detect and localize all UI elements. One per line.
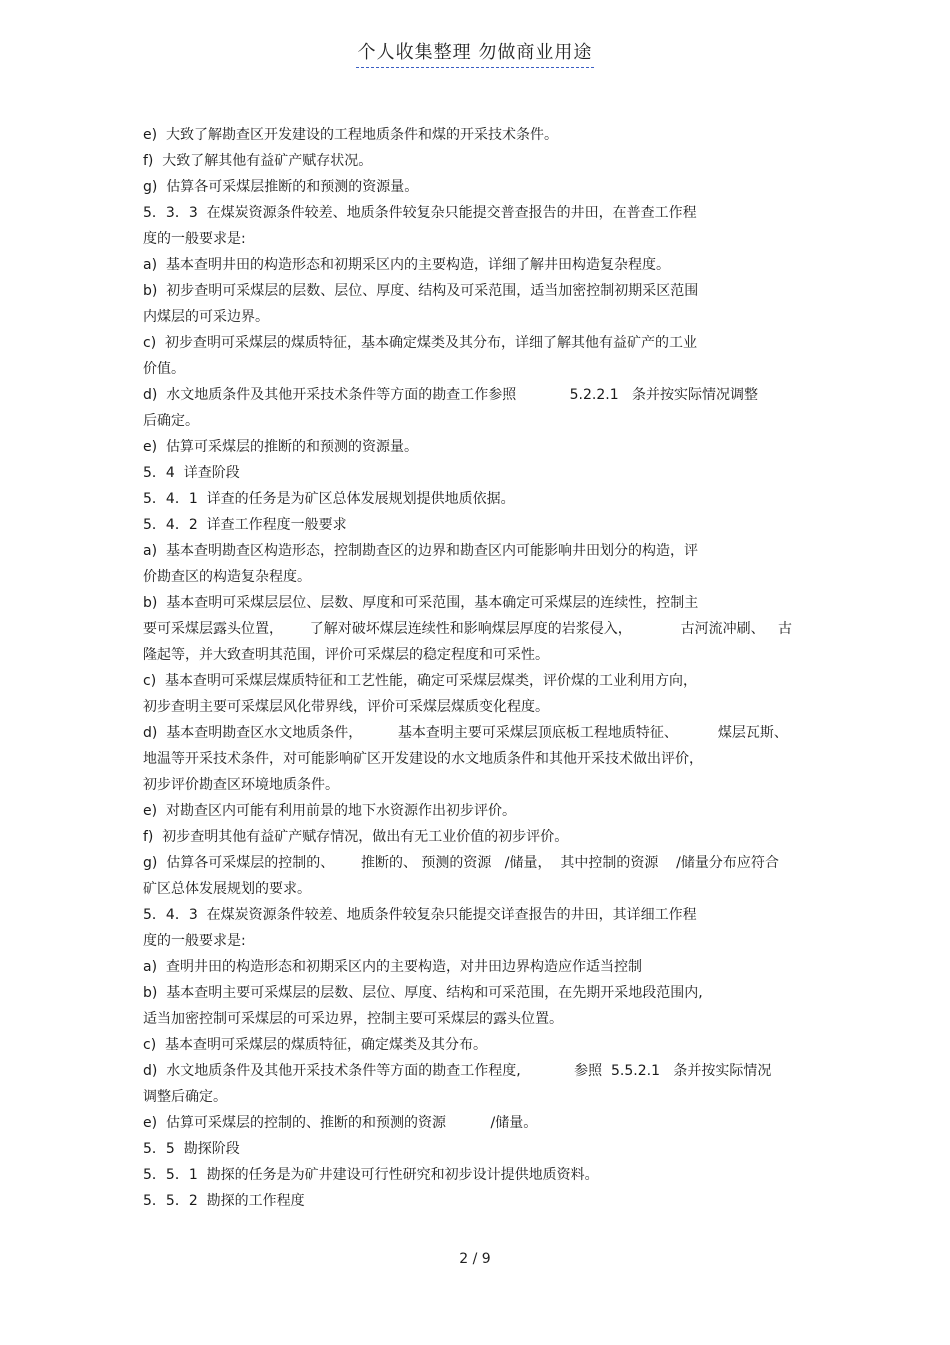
text-line: e) 对勘查区内可能有利用前景的地下水资源作出初步评价。 [143,803,516,819]
text-line: 要可采煤层露头位置， 了解对破坏煤层连续性和影响煤层厚度的岩浆侵入， 古河流冲刷、 古 [143,621,793,637]
document-body [143,122,823,1214]
text-line: 5．4 详查阶段 [143,465,240,481]
text-line: a) 基本查明勘查区构造形态，控制勘查区的边界和勘查区内可能影响井田划分的构造，评 [143,543,698,559]
text-line: c) 基本查明可采煤层煤质特征和工艺性能，确定可采煤层煤类，评价煤的工业利用方向， [143,673,698,689]
text-line: 度的一般要求是: [143,231,246,247]
text-line: 价值。 [143,361,185,377]
text-line: a) 查明井田的构造形态和初期采区内的主要构造，对井田边界构造应作适当控制 [143,959,642,975]
text-line: 5．3．3 在煤炭资源条件较差、地质条件较复杂只能提交普查报告的井田，在普查工作程 [143,205,697,221]
text-line: b) 基本查明主要可采煤层的层数、层位、厚度、结构和可采范围，在先期开采地段范围内, [143,985,703,1001]
text-line: 隆起等，并大致查明其范围，评价可采煤层的稳定程度和可采性。 [143,647,549,663]
text-line: g) 估算各可采煤层的控制的、 推断的、 预测的资源 /储量， 其中控制的资源 /储量分布应符合 [143,855,779,871]
text-line: 5．5．1 勘探的任务是为矿井建设可行性研究和初步设计提供地质资料。 [143,1167,599,1183]
text-line: c) 基本查明可采煤层的煤质特征，确定煤类及其分布。 [143,1037,488,1053]
text-line: d) 水文地质条件及其他开采技术条件等方面的勘查工作参照 5.2.2.1 条并按实际情况调整 [143,387,758,403]
text-line: f) 大致了解其他有益矿产赋存状况。 [143,153,373,169]
text-line: e) 估算可采煤层的推断的和预测的资源量。 [143,439,418,455]
text-line: a) 基本查明井田的构造形态和初期采区内的主要构造，详细了解井田构造复杂程度。 [143,257,670,273]
text-line: 5．5 勘探阶段 [143,1141,240,1157]
text-line: 调整后确定。 [143,1089,227,1105]
text-line: 度的一般要求是: [143,933,246,949]
text-line: 价勘查区的构造复杂程度。 [143,569,311,585]
text-line: 后确定。 [143,413,199,429]
text-line: d) 基本查明勘查区水文地质条件， 基本查明主要可采煤层顶底板工程地质特征、 煤层瓦斯、 [143,725,788,741]
text-line: e) 估算可采煤层的控制的、推断的和预测的资源 /储量。 [143,1115,538,1131]
text-line: 适当加密控制可采煤层的可采边界，控制主要可采煤层的露头位置。 [143,1011,563,1027]
text-line: e) 大致了解勘查区开发建设的工程地质条件和煤的开采技术条件。 [143,127,558,143]
header-watermark-text: 个人收集整理 勿做商业用途 [356,38,595,68]
text-line: 5．5．2 勘探的工作程度 [143,1193,305,1209]
text-line: 初步评价勘查区环境地质条件。 [143,777,339,793]
text-line: 5．4．2 详查工作程度一般要求 [143,517,347,533]
text-line: 矿区总体发展规划的要求。 [143,881,311,897]
text-line: b) 基本查明可采煤层层位、层数、厚度和可采范围，基本确定可采煤层的连续性，控制主 [143,595,699,611]
text-line: 初步查明主要可采煤层风化带界线，评价可采煤层煤质变化程度。 [143,699,549,715]
text-line: g) 估算各可采煤层推断的和预测的资源量。 [143,179,419,195]
text-line: c) 初步查明可采煤层的煤质特征，基本确定煤类及其分布，详细了解其他有益矿产的工业 [143,335,698,351]
text-line: 5．4．1 详查的任务是为矿区总体发展规划提供地质依据。 [143,491,515,507]
text-line: 内煤层的可采边界。 [143,309,269,325]
text-line: d) 水文地质条件及其他开采技术条件等方面的勘查工作程度, 参照 5.5.2.1 条并按实际情况 [143,1063,772,1079]
text-line: b) 初步查明可采煤层的层数、层位、厚度、结构及可采范围，适当加密控制初期采区范围 [143,283,699,299]
text-line: f) 初步查明其他有益矿产赋存情况，做出有无工业价值的初步评价。 [143,829,569,845]
page-header [0,38,950,68]
text-line: 地温等开采技术条件，对可能影响矿区开发建设的水文地质条件和其他开采技术做出评价， [143,751,703,767]
page-number: 2 / 9 [459,1251,491,1267]
text-line: 5．4．3 在煤炭资源条件较差、地质条件较复杂只能提交详查报告的井田，其详细工作程 [143,907,697,923]
